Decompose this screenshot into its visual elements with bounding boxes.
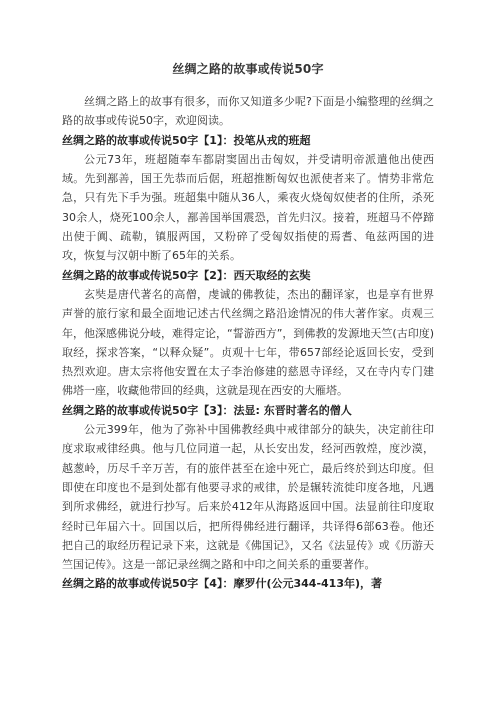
section-3-heading: 丝绸之路的故事或传说50字【3】：法显: 东晋时著名的僧人 xyxy=(62,403,352,417)
section-1-heading: 丝绸之路的故事或传说50字【1】：投笔从戎的班超 xyxy=(62,133,311,147)
section-1-body: 公元73年，班超随奉车都尉窦固出击匈奴，并受请明帝派遣他出使西域。先到鄯善，国王先恭而后倨，班超推断匈奴也派使者来了。情势非常危急，只有先下手为强。班超集中随从36人，乘夜火烧匈奴使者的住所，杀死30余人，烧死100余人，鄯善国举国震恐，首先归汉。接着，班超马不停蹄出使于阗、疏勒，镇服两国，又粉碎了受匈奴指使的焉耆、龟兹两国的进攻，恢复与汉朝中断了65年的关系。 xyxy=(62,152,434,263)
intro-paragraph: 丝绸之路上的故事有很多，而你又知道多少呢?下面是小编整理的丝绸之路的故事或传说50字，欢迎阅读。 xyxy=(62,95,434,128)
section-2-heading: 丝绸之路的故事或传说50字【2】：西天取经的玄奘 xyxy=(62,268,311,282)
document-title: 丝绸之路的故事或传说50字 xyxy=(172,62,324,76)
section-2-body: 玄奘是唐代著名的高僧，虔诚的佛教徒，杰出的翻译家，也是享有世界声誉的旅行家和最全面地记述古代丝绸之路沿途情况的伟大著作家。贞观三年，他深感佛说分岐，难得定论，“誓游西方”，到佛教的发源地天竺(古印度)取经，探求答案，“以释众疑”。贞观十七年，带657部经论返回长安，受到热烈欢迎。唐太宗将他安置在太子李治修建的慈恩寺译经，又在寺内专门建佛塔一座，收藏他带回的经典，这就是现在西安的大雁塔。 xyxy=(62,287,434,398)
section-3-body: 公元399年，他为了弥补中国佛教经典中戒律部分的缺失，决定前往印度求取戒律经典。他与几位同道一起，从长安出发，经河西敦煌，度沙漠，越葱岭，历尽千辛万苦，有的旅伴甚至在途中死亡，最后终於到达印度。但即使在印度也不是到处都有他要寻求的戒律，於是辗转流徙印度各地，凡遇到所求佛经，就进行抄写。后来於412年从海路返回中国。法显前往印度取经时已年届六十。回国以后，把所得佛经进行翻译，共译得6部63卷。他还把自己的取经历程记录下来，这就是《佛国记》，又名《法显传》或《历游天竺国记传》。这是一部记录丝绸之路和中印之间关系的重要著作。 xyxy=(62,423,434,572)
section-4-heading: 丝绸之路的故事或传说50字【4】：摩罗什(公元344-413年)，著 xyxy=(62,577,383,591)
